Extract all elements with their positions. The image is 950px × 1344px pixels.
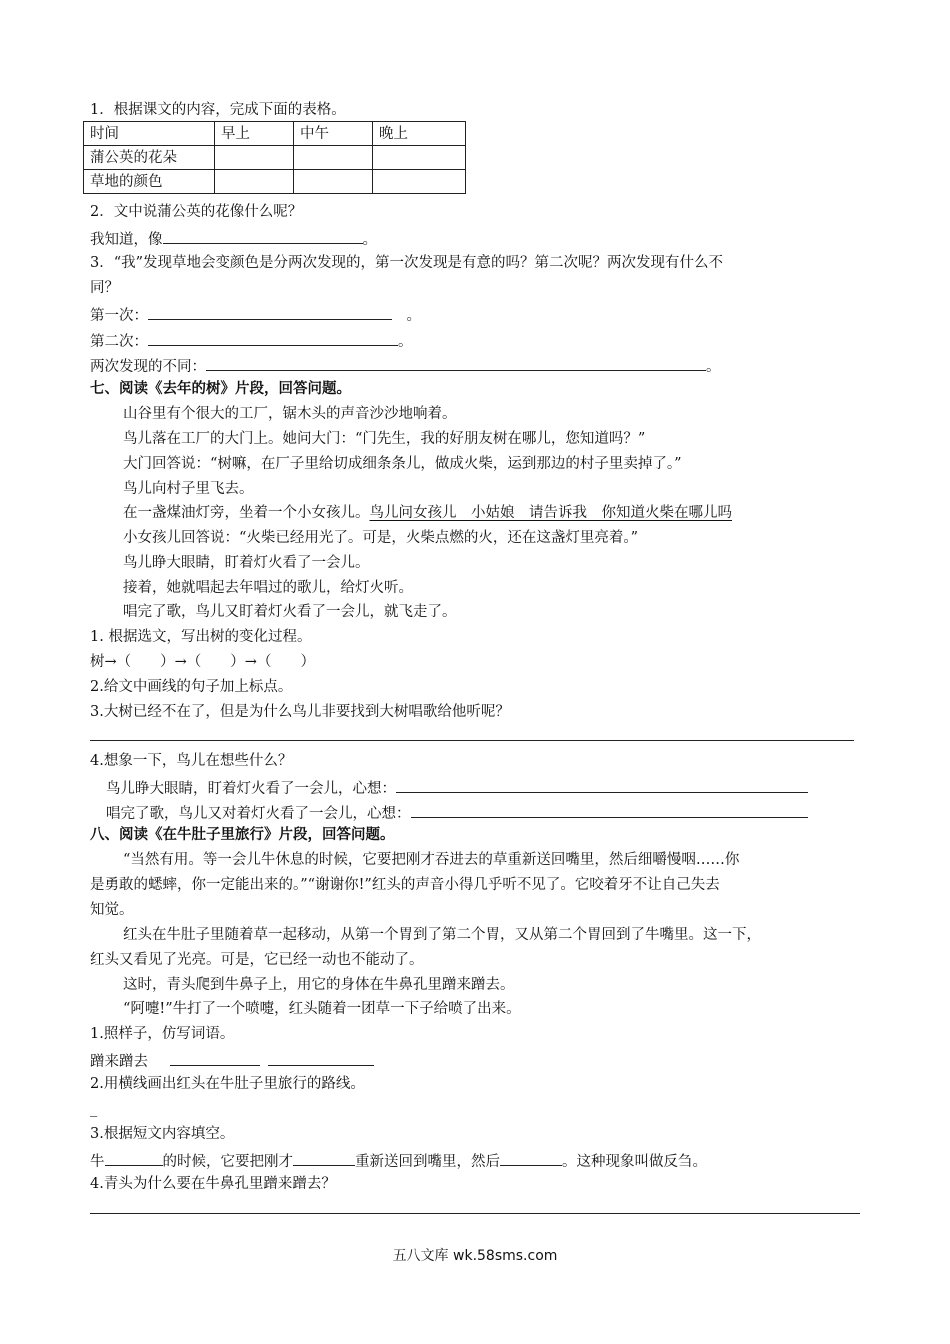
s6-first-label: 第一次： <box>90 308 148 324</box>
table-cell-blank[interactable] <box>215 146 294 170</box>
s8-q4: 4.青头为什么要在牛鼻孔里蹭来蹭去？ <box>90 1176 336 1192</box>
s8-q3-b: 的时候，它要把刚才 <box>162 1154 293 1170</box>
answer-blank[interactable] <box>163 227 363 244</box>
s6-q2-prefix: 我知道，像 <box>90 232 163 248</box>
s7-q3: 3.大树已经不在了，但是为什么鸟儿非要找到大树唱歌给他听呢？ <box>90 704 510 720</box>
s6-q3-line2: 同？ <box>90 280 119 296</box>
answer-blank[interactable] <box>396 776 808 793</box>
s7-q1-chain[interactable]: 树→（ ）→（ ）→（ ） <box>90 654 315 670</box>
s7-p5-plain: 在一盏煤油灯旁，坐着一个小女孩儿。 <box>123 505 370 521</box>
answer-blank[interactable] <box>500 1149 562 1166</box>
s8-paragraph: “当然有用。等一会儿牛休息的时候，它要把刚才吞进去的草重新送回嘴里，然后细嚼慢咽……你 <box>123 852 740 868</box>
s7-q4: 4.想象一下，鸟儿在想些什么？ <box>90 753 293 769</box>
table-header-noon: 中午 <box>294 122 373 146</box>
s7-q2: 2.给文中画线的句子加上标点。 <box>90 679 293 695</box>
table-header-evening: 晚上 <box>373 122 466 146</box>
answer-blank[interactable] <box>411 801 808 818</box>
table-cell-blank[interactable] <box>294 170 373 194</box>
s8-q3: 3.根据短文内容填空。 <box>90 1126 235 1142</box>
s8-paragraph: 红头又看见了光亮。可是，它已经一动也不能动了。 <box>90 952 424 968</box>
s8-paragraph: 这时，青头爬到牛鼻子上，用它的身体在牛鼻孔里蹭来蹭去。 <box>123 977 515 993</box>
s6-q2: 2．文中说蒲公英的花像什么呢？ <box>90 204 303 220</box>
s8-paragraph: “阿嚏!”牛打了一个喷嚏，红头随着一团草一下子给喷了出来。 <box>123 1001 521 1017</box>
s7-q4a: 鸟儿睁大眼睛，盯着灯火看了一会儿，心想： <box>106 781 396 797</box>
s7-q1: 1. 根据选文，写出树的变化过程。 <box>90 629 312 645</box>
answer-blank[interactable] <box>148 303 392 320</box>
s6-second-answer: 第二次： 。 <box>90 329 413 352</box>
s8-q2-blank[interactable]: _ <box>90 1101 98 1117</box>
table-row <box>84 146 466 170</box>
s8-paragraph: 知觉。 <box>90 902 134 918</box>
s8-paragraph: 是勇敢的蟋蟀，你一定能出来的。”“谢谢你!”红头的声音小得几乎听不见了。它咬着牙不让自己失去 <box>90 877 720 893</box>
s7-paragraph: 山谷里有个很大的工厂，锯木头的声音沙沙地响着。 <box>123 406 457 422</box>
table-row <box>84 170 466 194</box>
s6-first-answer: 第一次： 。 <box>90 303 421 326</box>
s7-paragraph: 鸟儿落在工厂的大门上。她问大门：“门先生，我的好朋友树在哪儿，您知道吗？” <box>123 431 646 447</box>
s6-diff-answer: 两次发现的不同： 。 <box>90 354 721 377</box>
table-cell-blank[interactable] <box>373 170 466 194</box>
s6-q2-answer-line: 我知道，像 。 <box>90 227 377 250</box>
s8-q3-fill <box>90 1149 707 1172</box>
s7-paragraph: 接着，她就唱起去年唱过的歌儿，给灯火听。 <box>123 580 413 596</box>
answer-blank[interactable] <box>268 1049 374 1066</box>
table-cell-blank[interactable] <box>215 170 294 194</box>
s8-q2: 2.用横线画出红头在牛肚子里旅行的路线。 <box>90 1076 365 1092</box>
table-cell-blank[interactable] <box>373 146 466 170</box>
s7-paragraph: 大门回答说：“树嘛，在厂子里给切成细条条儿，做成火柴，运到那边的村子里卖掉了。” <box>123 456 682 472</box>
s6-q3-line1: 3．“我”发现草地会变颜色是分两次发现的，第一次发现是有意的吗？第二次呢？两次发现有什么不 <box>90 255 724 271</box>
s7-heading: 七、阅读《去年的树》片段，回答问题。 <box>90 380 351 397</box>
table-cell-blank[interactable] <box>294 146 373 170</box>
answer-line[interactable] <box>90 740 854 741</box>
s6-q1: 1．根据课文的内容，完成下面的表格。 <box>90 102 346 118</box>
s6-diff-label: 两次发现的不同： <box>90 359 206 375</box>
answer-blank[interactable] <box>206 354 706 371</box>
s7-paragraph <box>123 503 732 523</box>
answer-blank[interactable] <box>148 329 398 346</box>
s7-paragraph: 鸟儿睁大眼睛，盯着灯火看了一会儿。 <box>123 555 370 571</box>
answer-line[interactable] <box>90 1213 860 1214</box>
s8-paragraph: 红头在牛肚子里随着草一起移动，从第一个胃到了第二个胃，又从第二个胃回到了牛嘴里。这一下， <box>123 927 761 943</box>
table-row-label: 草地的颜色 <box>84 170 215 194</box>
s7-paragraph: 唱完了歌，鸟儿又盯着灯火看了一会儿，就飞走了。 <box>123 604 457 620</box>
s8-q3-d: 。这种现象叫做反刍。 <box>562 1154 707 1170</box>
s8-q1-answer <box>90 1049 374 1072</box>
s8-q1-example: 蹭来蹭去 <box>90 1054 148 1070</box>
s7-q4b-line <box>106 801 808 824</box>
footer-watermark: 五八文库 wk.58sms.com <box>392 1248 558 1264</box>
s8-heading: 八、阅读《在牛肚子里旅行》片段，回答问题。 <box>90 826 395 843</box>
answer-blank[interactable] <box>105 1149 163 1166</box>
answer-blank[interactable] <box>293 1149 355 1166</box>
s7-paragraph: 小女孩儿回答说：“火柴已经用光了。可是，火柴点燃的火，还在这盏灯里亮着。” <box>123 530 639 546</box>
table-header-time: 时间 <box>84 122 215 146</box>
underlined-sentence: 鸟儿问女孩儿 小姑娘 请告诉我 你知道火柴在哪儿吗 <box>369 505 732 521</box>
s7-q4b: 唱完了歌，鸟儿又对着灯火看了一会儿，心想： <box>106 806 411 822</box>
s7-q4a-line <box>106 776 808 799</box>
table-header-row <box>84 122 466 146</box>
table-row-label: 蒲公英的花朵 <box>84 146 215 170</box>
s8-q1: 1.照样子，仿写词语。 <box>90 1026 235 1042</box>
observation-table <box>83 121 466 194</box>
s6-second-label: 第二次： <box>90 334 148 350</box>
s8-q3-c: 重新送回到嘴里，然后 <box>355 1154 500 1170</box>
s8-q3-a: 牛 <box>90 1154 105 1170</box>
answer-blank[interactable] <box>170 1049 260 1066</box>
table-header-morning: 早上 <box>215 122 294 146</box>
s7-paragraph: 鸟儿向村子里飞去。 <box>123 481 254 497</box>
